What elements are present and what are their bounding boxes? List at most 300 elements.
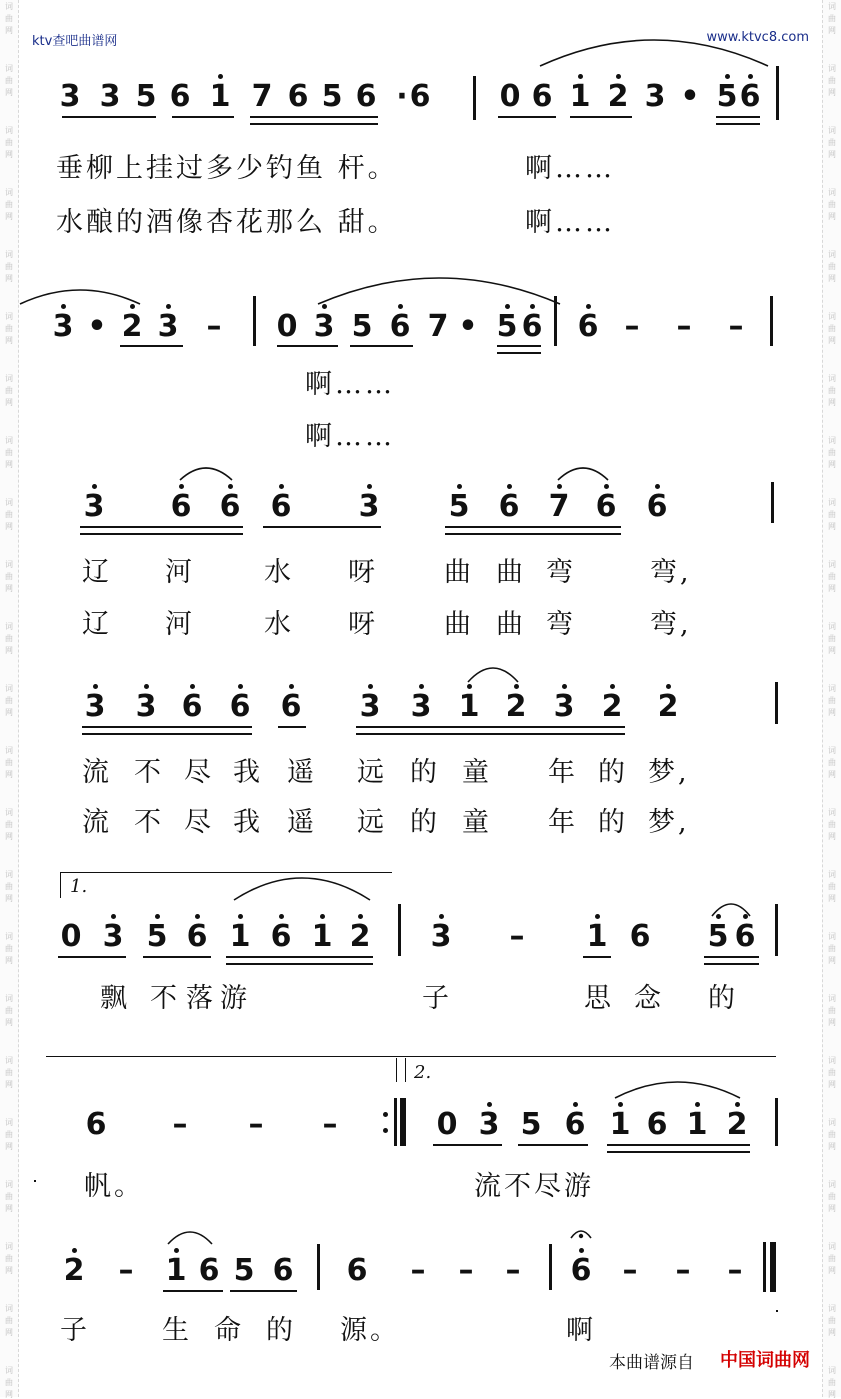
watermark-glyph: 网 [828,1328,836,1337]
note: – [118,1253,134,1288]
watermark-glyph: 网 [5,522,13,531]
watermark-glyph: 网 [828,584,836,593]
footer-source-label: 本曲谱源自 [609,1353,694,1373]
watermark-glyph: 曲 [5,1006,13,1015]
note: 6 [629,919,651,954]
watermark-glyph: 词 [828,250,836,259]
watermark-glyph: 曲 [5,200,13,209]
site-watermark-right: www.ktvc8.com [706,30,809,45]
beam-underline [277,345,338,347]
note: 6 [346,1253,368,1288]
barline [398,904,401,956]
watermark-glyph: 词 [5,498,13,507]
octave-dot-above [735,1102,740,1107]
beam-underline [58,956,126,958]
beam-underline [250,123,378,125]
octave-dot-above [457,484,462,489]
note: 6 [739,79,761,114]
watermark-glyph: 曲 [5,944,13,953]
note: 6 [219,489,241,524]
note: 1 [609,1107,631,1142]
note: 3 [84,689,106,724]
final-barline [400,1098,406,1146]
watermark-glyph: 网 [828,336,836,345]
watermark-glyph: 曲 [828,14,836,23]
watermark-glyph: 词 [5,2,13,11]
watermark-glyph: 网 [828,88,836,97]
note: – [509,919,525,954]
octave-dot-above [573,1102,578,1107]
watermark-glyph: 词 [5,126,13,135]
note: 6 [287,79,309,114]
watermark-glyph: 网 [5,212,13,221]
note: 5 [351,309,373,344]
note: – [206,309,222,344]
octave-dot-above [595,914,600,919]
note: 6 [389,309,411,344]
beam-underline [497,345,541,347]
octave-dot-above [514,684,519,689]
octave-dot-above [604,484,609,489]
watermark-glyph: 词 [5,374,13,383]
lyric-verse1: 河 [165,557,195,588]
watermark-glyph: 曲 [5,758,13,767]
watermark-glyph: 词 [5,312,13,321]
beam-underline [120,345,183,347]
watermark-glyph: 曲 [5,1254,13,1263]
octave-dot-above [507,484,512,489]
watermark-glyph: 词 [828,1180,836,1189]
slur-arc [538,38,770,68]
watermark-glyph: 词 [828,622,836,631]
note: 6 [498,489,520,524]
volta-bracket [60,872,61,898]
note: • [458,309,478,344]
note: 7 [251,79,273,114]
lyric-text: 念 [634,983,664,1014]
watermark-glyph: 词 [828,126,836,135]
lyric-text: 源。 [340,1315,400,1346]
watermark-glyph: 网 [828,1142,836,1151]
watermark-glyph: 网 [5,1390,13,1399]
note: 6 [272,1253,294,1288]
watermark-glyph: 网 [5,88,13,97]
watermark-glyph: 词 [828,498,836,507]
note: 5 [233,1253,255,1288]
watermark-glyph: 曲 [828,76,836,85]
lyric-verse1: 的 [598,757,628,788]
barline [473,76,476,120]
watermark-glyph: 网 [828,274,836,283]
note: 6 [521,309,543,344]
lyric-verse1: 辽 [82,557,112,588]
watermark-glyph: 词 [5,994,13,1003]
octave-dot-above [228,484,233,489]
beam-underline [433,1144,502,1146]
watermark-glyph: 词 [5,622,13,631]
watermark-glyph: 曲 [828,200,836,209]
slur-arc [556,466,610,482]
lyric-verse2: 童 [462,807,492,838]
lyric-text: 不 [150,983,180,1014]
watermark-glyph: 词 [5,746,13,755]
octave-dot-above [748,74,753,79]
lyric-verse1: 远 [357,757,387,788]
note: 6 [270,489,292,524]
note: 2 [349,919,371,954]
lyric-verse2: 流 [82,807,112,838]
octave-dot-above [155,914,160,919]
watermark-glyph: 网 [5,770,13,779]
watermark-glyph: 曲 [5,76,13,85]
lyric-verse2: 呀 [348,609,378,640]
note: 3 [358,489,380,524]
octave-dot-above [190,684,195,689]
watermark-glyph: 曲 [5,1130,13,1139]
watermark-glyph: 曲 [5,510,13,519]
watermark-glyph: 词 [828,1118,836,1127]
watermark-glyph: 网 [828,26,836,35]
octave-dot-above [368,684,373,689]
note: 3 [102,919,124,954]
watermark-glyph: 网 [828,832,836,841]
octave-dot-above [72,1248,77,1253]
note: 6 [280,689,302,724]
watermark-glyph: 网 [5,1142,13,1151]
octave-dot-above [666,684,671,689]
note: 6 [355,79,377,114]
beam-underline [716,123,760,125]
beam-underline [350,345,413,347]
watermark-glyph: 网 [5,1018,13,1027]
note: – [675,1253,691,1288]
watermark-glyph: 词 [828,1056,836,1065]
note: 3 [430,919,452,954]
note: 1 [165,1253,187,1288]
lyric-verse1: 垂柳上挂过多少钓鱼 杆。 [56,153,398,184]
watermark-glyph: 曲 [828,1192,836,1201]
beam-underline [356,726,625,728]
right-watermark-border [822,0,841,1397]
lyric-verse2: 的 [598,807,628,838]
lyric-verse2: 河 [165,609,195,640]
octave-dot-above [289,684,294,689]
watermark-glyph: 曲 [828,758,836,767]
lyric-verse1: 流 [82,757,112,788]
barline [763,1242,766,1292]
lyric-verse1: 遥 [287,757,317,788]
slur-arc [166,1230,214,1246]
lyric-text: 游 [220,983,250,1014]
lyric-verse2: 梦, [648,807,690,838]
lyric-text: 思 [584,983,614,1014]
lyric-verse1: 弯, [650,557,692,588]
watermark-glyph: 曲 [5,324,13,333]
watermark-glyph: 网 [828,212,836,221]
note: 0 [436,1107,458,1142]
note: 1 [458,689,480,724]
note: 2 [601,689,623,724]
watermark-glyph: 词 [828,746,836,755]
watermark-glyph: 网 [5,26,13,35]
watermark-glyph: 曲 [828,696,836,705]
lyric-text: 飘 [100,983,130,1014]
lyric-verse2: 曲 [496,609,526,640]
beam-underline [356,733,625,735]
note: 6 [169,79,191,114]
watermark-glyph: 词 [828,64,836,73]
note: 7 [548,489,570,524]
watermark-glyph: 网 [828,150,836,159]
octave-dot-above [279,914,284,919]
watermark-glyph: 词 [828,684,836,693]
octave-dot-above [279,484,284,489]
watermark-glyph: 词 [5,560,13,569]
watermark-glyph: 词 [5,1118,13,1127]
watermark-glyph: 词 [5,808,13,817]
note: 5 [716,79,738,114]
note: 3 [135,689,157,724]
note: – [505,1253,521,1288]
repeat-dot [383,1128,388,1133]
beam-underline [607,1151,750,1153]
volta-bracket [60,872,392,873]
lyric-text: 的 [266,1315,296,1346]
beam-underline [716,116,760,118]
stray-mark [34,1180,36,1182]
lyric-verse1: 我 [233,757,263,788]
watermark-glyph: 曲 [828,1378,836,1387]
watermark-glyph: 词 [5,932,13,941]
barline [775,682,778,724]
octave-dot-above [655,484,660,489]
note: 6 [229,689,251,724]
octave-dot-above [111,914,116,919]
watermark-glyph: 曲 [5,696,13,705]
lyric-text: 流不尽游 [474,1171,594,1202]
watermark-glyph: 网 [828,1080,836,1089]
note: 6 [577,309,599,344]
note: 3 [359,689,381,724]
watermark-glyph: 词 [828,2,836,11]
watermark-glyph: 词 [5,436,13,445]
lyric-verse1: 的 [410,757,440,788]
watermark-glyph: 曲 [5,1068,13,1077]
note: 6 [409,79,431,114]
watermark-glyph: 曲 [5,386,13,395]
note: 2 [726,1107,748,1142]
volta-label-1: 1. [70,876,88,897]
lyric-text: 的 [708,983,738,1014]
barline [775,904,778,956]
barline [253,296,256,346]
watermark-glyph: 网 [5,460,13,469]
octave-dot-above [419,684,424,689]
watermark-glyph: 网 [5,708,13,717]
watermark-glyph: 网 [828,1018,836,1027]
note: – [624,309,640,344]
octave-dot-above [562,684,567,689]
note: – [622,1253,638,1288]
lyric-verse1: 不 [134,757,164,788]
slur-arc [178,466,234,482]
lyric-verse1: 弯 [546,557,576,588]
octave-dot-above [195,914,200,919]
watermark-glyph: 词 [5,870,13,879]
watermark-glyph: 词 [5,1180,13,1189]
note: 6 [570,1253,592,1288]
lyric-text: 落 [186,983,216,1014]
watermark-glyph: 曲 [828,1006,836,1015]
note: – [172,1107,188,1142]
note: 6 [595,489,617,524]
watermark-glyph: 曲 [828,448,836,457]
beam-underline [704,963,759,965]
lyric-verse1: 年 [548,757,578,788]
left-watermark-border [0,0,19,1397]
beam-underline [226,956,373,958]
watermark-glyph: 词 [828,1242,836,1251]
note: 0 [60,919,82,954]
beam-underline [570,116,632,118]
watermark-glyph: 网 [5,1266,13,1275]
note: 6 [186,919,208,954]
barline [775,1098,778,1146]
octave-dot-above [218,74,223,79]
note: 3 [553,689,575,724]
volta-label-2: 2. [414,1062,432,1083]
note: 1 [311,919,333,954]
watermark-glyph: 曲 [5,14,13,23]
watermark-glyph: 网 [5,1080,13,1089]
note: 6 [646,489,668,524]
beam-underline [82,726,252,728]
lyric-verse2: 弯, [650,609,692,640]
watermark-glyph: 词 [5,684,13,693]
watermark-glyph: 网 [5,150,13,159]
watermark-glyph: 网 [828,770,836,779]
note: 0 [276,309,298,344]
octave-dot-above [579,1248,584,1253]
octave-dot-above [320,914,325,919]
octave-dot-above [467,684,472,689]
footer-brand: 中国词曲网 [720,1350,810,1371]
watermark-glyph: 网 [5,336,13,345]
watermark-glyph: 词 [5,188,13,197]
watermark-glyph: 词 [828,1366,836,1375]
watermark-glyph: 词 [828,870,836,879]
watermark-glyph: 曲 [828,510,836,519]
watermark-glyph: 曲 [5,138,13,147]
watermark-glyph: 词 [828,1304,836,1313]
beam-underline [278,726,306,728]
watermark-glyph: 网 [5,956,13,965]
beam-underline [607,1144,750,1146]
watermark-glyph: 词 [5,1056,13,1065]
beam-underline [704,956,759,958]
note: – [676,309,692,344]
watermark-glyph: 曲 [5,882,13,891]
site-watermark-left: ktv查吧曲谱网 [32,34,118,49]
octave-dot-above [618,1102,623,1107]
watermark-glyph: 网 [828,646,836,655]
watermark-glyph: 曲 [5,572,13,581]
lyric-verse2: 辽 [82,609,112,640]
note: 3 [644,79,666,114]
watermark-glyph: 词 [828,994,836,1003]
note: – [458,1253,474,1288]
lyric-text: 子 [60,1315,90,1346]
barline [317,1244,320,1290]
watermark-glyph: 词 [5,1304,13,1313]
watermark-glyph: 词 [828,374,836,383]
note: 2 [505,689,527,724]
lyric-text: 啊 [566,1315,596,1346]
beam-underline [62,116,156,118]
octave-dot-above [557,484,562,489]
note: 0 [499,79,521,114]
lyric-verse1: 水 [264,557,294,588]
lyric-verse1: 童 [462,757,492,788]
watermark-glyph: 网 [828,460,836,469]
note: 3 [52,309,74,344]
beam-underline [80,533,243,535]
note: 6 [564,1107,586,1142]
watermark-glyph: 曲 [828,1068,836,1077]
lyric-verse2: 不 [134,807,164,838]
watermark-glyph: 网 [828,1266,836,1275]
note: 3 [410,689,432,724]
slur-arc [466,666,520,684]
barline [776,66,779,120]
beam-underline [226,963,373,965]
octave-dot-above [367,484,372,489]
watermark-glyph: 曲 [828,1316,836,1325]
octave-dot-above [586,304,591,309]
beam-underline [518,1144,588,1146]
watermark-glyph: 曲 [5,634,13,643]
lyric-text: 生 [162,1315,192,1346]
note: 5 [146,919,168,954]
lyric-text: 子 [422,983,452,1014]
watermark-glyph: 曲 [828,324,836,333]
note: 2 [657,689,679,724]
lyric-verse1: 梦, [648,757,690,788]
watermark-glyph: 曲 [5,1192,13,1201]
watermark-glyph: 曲 [5,1316,13,1325]
octave-dot-above [238,914,243,919]
note: 7 [427,309,449,344]
note: 5 [135,79,157,114]
stray-mark [776,1310,778,1312]
lyric-verse2-ah: 啊…… [305,421,395,452]
beam-underline [445,533,621,535]
note: • [680,79,700,114]
note: 3 [99,79,121,114]
note: 2 [607,79,629,114]
lyric-verse1: 尽 [184,757,214,788]
slur-arc [232,876,372,902]
lyric-verse1: 呀 [348,557,378,588]
lyric-verse2: 水 [264,609,294,640]
watermark-glyph: 网 [828,522,836,531]
octave-dot-above [616,74,621,79]
octave-dot-above [487,1102,492,1107]
watermark-glyph: 网 [5,398,13,407]
watermark-glyph: 词 [5,1366,13,1375]
lyric-verse2: 弯 [546,609,576,640]
lyric-verse1-ah: 啊…… [305,369,395,400]
